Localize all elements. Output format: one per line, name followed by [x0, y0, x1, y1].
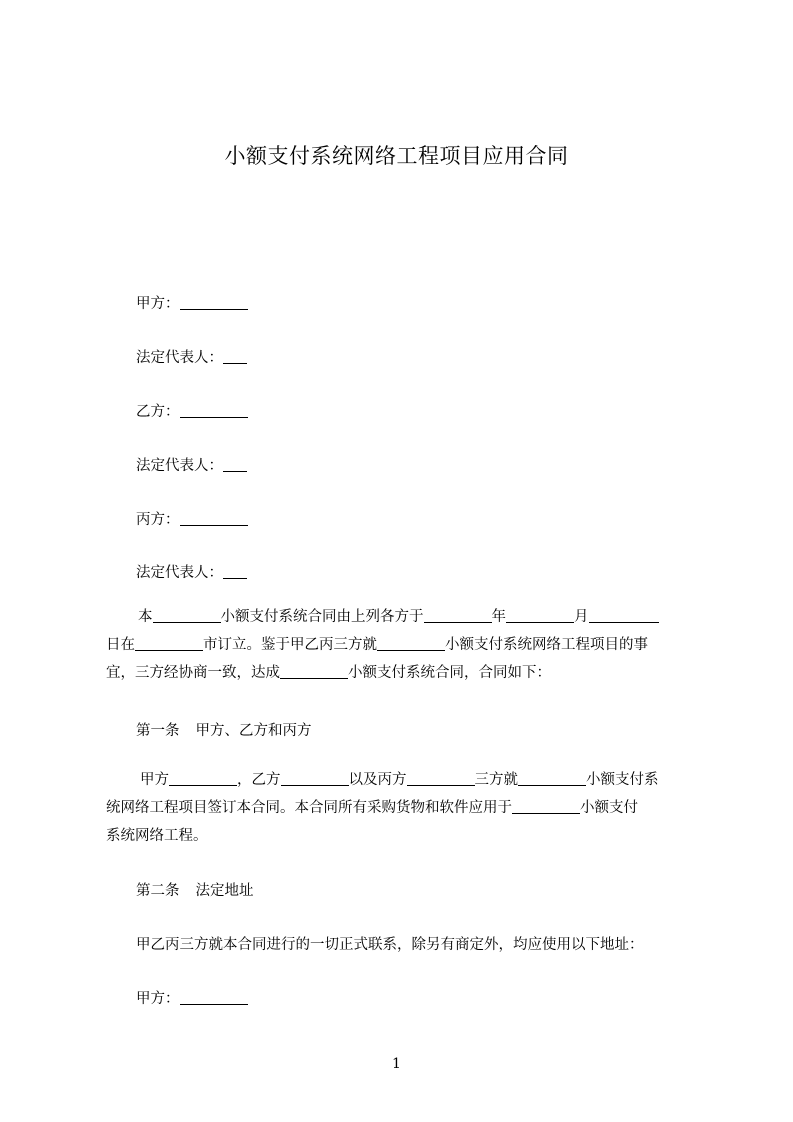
article-1-text: 三方就: [474, 772, 518, 788]
party-b-blank: [180, 403, 248, 418]
article-1-text: 小额支付系: [586, 772, 659, 788]
article-1-text: ，乙方: [237, 772, 281, 788]
party-c-label: 丙方：: [136, 512, 180, 528]
page-number: 1: [392, 1056, 401, 1072]
party-b-line: [136, 400, 248, 421]
party-a-label: 甲方：: [136, 296, 180, 312]
blank: [169, 771, 237, 786]
blank: [280, 664, 348, 679]
blank: [512, 799, 580, 814]
preamble-text: 年: [491, 609, 506, 625]
party-a-line: [136, 292, 248, 313]
blank: [281, 771, 349, 786]
preamble-text: 月: [574, 609, 589, 625]
party-c-blank: [180, 511, 248, 526]
party-c-rep-line: [136, 561, 247, 582]
article-2-number: 第二条: [136, 883, 180, 899]
preamble-text: 本: [138, 609, 153, 625]
party-a-blank: [180, 295, 248, 310]
document-title: 小额支付系统网络工程项目应用合同: [224, 144, 569, 168]
preamble-text: 宜，三方经协商一致，达成: [106, 665, 280, 681]
party-a-rep-blank: [223, 349, 247, 364]
party-b-label: 乙方：: [136, 404, 180, 420]
preamble-text: 小额支付系统合同，合同如下：: [348, 665, 551, 681]
party-b-rep-blank: [223, 457, 247, 472]
article-1-heading: [136, 719, 312, 740]
preamble-text: 小额支付系统网络工程项目的事: [445, 637, 648, 653]
article-1-text: 统网络工程项目签订本合同。本合同所有采购货物和软件应用于: [106, 800, 512, 816]
preamble-text: 日在: [106, 637, 135, 653]
article-1-number: 第一条: [136, 723, 180, 739]
article-1-title: 甲方、乙方和丙方: [195, 723, 312, 739]
article-2-body: 甲乙丙三方就本合同进行的一切正式联系，除另有商定外，均应使用以下地址：: [136, 937, 644, 953]
article-2-heading: [136, 879, 254, 900]
party-b-rep-label: 法定代表人：: [136, 458, 223, 474]
blank: [589, 608, 659, 623]
blank: [518, 771, 586, 786]
article-2-party-a-line: [136, 987, 248, 1008]
article-1-text: 甲方: [140, 772, 169, 788]
article-2-title: 法定地址: [195, 883, 254, 899]
article-2-party-a-label: 甲方：: [136, 991, 180, 1007]
blank: [377, 636, 445, 651]
article-1-paragraph: [106, 766, 700, 850]
preamble-text: 小额支付系统合同由上列各方于: [220, 609, 424, 625]
preamble-paragraph: [106, 603, 700, 687]
article-1-text: 小额支付: [580, 800, 638, 816]
article-1-text: 系统网络工程。: [106, 828, 208, 844]
article-1-text: 以及丙方: [348, 772, 407, 788]
blank: [506, 608, 574, 623]
party-a-rep-label: 法定代表人：: [136, 350, 223, 366]
party-a-rep-line: [136, 346, 247, 367]
blank: [153, 608, 221, 623]
blank: [135, 636, 203, 651]
article-2-party-a-blank: [180, 990, 248, 1005]
blank: [424, 608, 492, 623]
blank: [407, 771, 475, 786]
party-c-line: [136, 508, 248, 529]
preamble-text: 市订立。鉴于甲乙丙三方就: [203, 637, 377, 653]
party-c-rep-label: 法定代表人：: [136, 565, 223, 581]
party-c-rep-blank: [223, 564, 247, 579]
party-b-rep-line: [136, 454, 247, 475]
